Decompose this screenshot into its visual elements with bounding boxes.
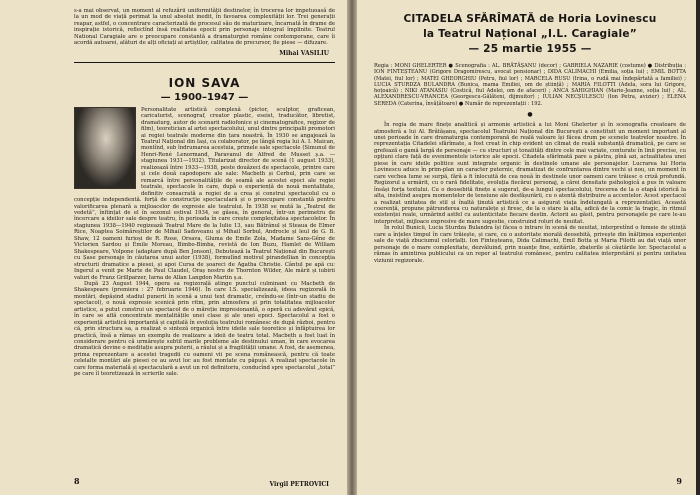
- separator: ●: [527, 111, 533, 119]
- title-line-3: — 25 martie 1955 —: [468, 43, 592, 55]
- book-gutter: [347, 0, 357, 495]
- intro-paragraph: s-a mai observat, un moment al refuzării uniformității destinelor, în trocerea lor impetuoasă de la un mod de viață perimat la unul absolut inedit, în favoarea complexității lor. Trei generații reapar, astfel, o concentrare caracterizată de procesul său de maturizare, încarnată în drame de inspirație istorică, reflectînd însă realitatea epocii prin personaje integral împlinite. Teatrul National Caragiale are o preocupare constantă a dramaturgiei române contemporane, care îi acordă autoarei, alături de alți oficiați ai artiștilor, calitatea de precursor, fie piese — difuzare.: [74, 8, 335, 47]
- bio-title: ION SAVA: [168, 75, 241, 90]
- portrait-photo: [74, 107, 136, 189]
- bio-paragraph-2: După 23 August 1944, opera sa regizorală atinge punctul culminant cu Macbeth de Shakespeare (premiera : 27 februarie 1946). În care I.S. specializează, ideea regizorală în montări, depășind stadiul punerii în scenă a unui text dramatic, creîndu-se (într-un stadiu de spectacol), o nouă expresie scenică prin ritm, prin atmosfera și prin totalitatea mijloacelor artistice, a putut construi un spectacol de o măreție impresionantă, o operă cu adevărat epică, în care se află concentrate mentalitățile unei clase și ale unei epoci. Spectacolul a fost o experiență artistică importantă și capitală în evoluția teatrului românesc de după război, pentru că, prin structura sa, a realizat o sinteză organică între ideile sale teoretice și înfăptuirea lor practică, însă a rămas un exemplu de realizare a ideii de teatru total. Macbeth a fost luat în considerare pentru că urmărește subtil marile probleme ale destinului uman, în care evocarea dramatică devine o meditație asupra puterii, a răului și a fragilității umane. A fost, de asemenea, prima reprezentare a acestei tragedii cu oameni vii pe scena românească, pentru că toate celelalte montări ale piesei ce au avut loc au fost montate cu păpuși. A realizat spectacole în care forma materială și spectaculară a avut un rol definitoriu, conducînd spre spectacolul „total” pe care îl teoretizează în scrierile sale.: [74, 280, 335, 378]
- divider: [74, 62, 335, 63]
- right-page: [357, 0, 696, 495]
- bio-dates: — 1900–1947 —: [160, 91, 249, 103]
- review-paragraph: În regia de mare finețe analitică și armonie artistică a lui Moni Ghelerter și în scenografia creatoare de atmosferă a lui Al. Brătășanu, spectacolul Teatrului Național din București a constituit un moment important al unei perioade în care dramaturgia contemporană de reală valoare își făcea drum pe scenele teatrelor noastre. În reprezentația Citadelei sfărîmate, a fost creat în chip evident un climat de reală substanță dramatică, pe care se grefează o gamă largă de personaje — cu structuri și tonalități dintre cele mai variate, conturate în linii precise, cu opțiuni clare față de evenimentele istorice ale epocii. Citadela sfărîmată pare a păstra, pînă azi, actualitatea unei piese în care ideile politice sunt integrate organic în destinele umane ale personajelor. Lucrarea lui Horia Lovinescu aduce în prim-plan un caracter puternic, dramatizat de confruntarea dintre vechi și nou, un moment în care vechea lume se surpă, fără a fi înlocuită de cea nouă în destinele unor oameni care trăiesc o criză profundă. Regizorul a urmărit, cu o rară fidelitate, evoluția fiecărui personaj, a cărei densitate psihologică a pus în valoare însăși forța textului. Cu o deosebită finețe a sugerat, de-a lungul spectacolului, trecerea de la o etapă istorică la alta, insistînd asupra momentelor de tensiune ale desfășurării, cu o atentă distribuire a accentelor. Acest spectacol a realizat unitatea de stil și înaltă ținută artistică ce a asigurat viața îndelungată a reprezentației. Această coerență, propune pătrunderea cu naturalețe și firesc, de la o stare la alta, adică de la comic la tragic, în ritmul existenței reale, urmărind astfel cu autenticitate fiecare destin. Actorii au găsit, pentru personajele pe care le-au interpretat, mijloace expresive de mare sugestie, construind roluri de neuitat.: [374, 122, 686, 225]
- bio-paragraph: Personalitate artistică complexă (pictor, sculptor, graficean, caricaturist, scenograf, creator plastic, eseist, traducător, libretist, dramaturg, autor de scenarii radiofonice și cinematografice, regizor de film), teoretician al artei spectacolului, unul dintre principalii promotori ai regiei teatrale moderne din țara noastră. În 1930 se angajează la Teatrul Național din Iași, ca colaborator, pe lângă regia lui A. I. Maican, montînd, sub îndrumarea acestuia, primele sale spectacole (Simunul de Henri-René Lenormand, Paravanul de Alfred de Musset ș.a. — stagiunea 1931—1932). Titularizat director de scenă (1 august 1933), realizează între 1933—1938, peste douăzeci de spectacole, printre care și cele două capodopere ale sale: Macbeth și Cerbul, prin care se remarcă între personalitățile de seamă ale acestei epoci ale regiei teatrale, spectacole în care, după o experiență de nouă mentalitate, definitiv consacrată a regiei de a crea și construi spectacolul cu o concepție independentă. forță de construcție spectaculară și o preocupare constantă pentru valorificarea plenară a mijloacelor de expresie ale teatrului. În 1938 se mută la „Teatrul de vedetă”, înființat de el în sezonul estival 1934, se găsea, în general, într-un perimetru de încercare a ideilor sale despre teatru, în perioada în care crește complexitatea spectacolelor. În stagiunea 1938—1940 regizează Teatrul Mare de la Iulie 13, sau Bătrânul și Steaua de Elmer Rice, Noaptea Soimăreștilor de Mihail Sadoveanu și Mihail Sorbul, Androcle și leul de G. B. Shaw, 12 oameni furioși de R. Rose, Orsava, Gluma de Emile Zola, Madame Sans-Gêne de Victorien Sardou și Émile Moreau, Bimbo-Bimba, revistă de Ion Buzu, Hamlet de William Shakespeare, Volpone (adaptare după Ben Jonson), Debutează la Teatrul Național din București cu Șase personaje în căutarea unui autor (1938), formulînd motivul pirandellian în concepția structurii dramatice a piesei, și apoi Cursa de șoareci de Agatha Christie. Cântul pe apă cu: Ingerul a venit pe Marte de Paul Claudel, Oraș nostru de Thornton Wilder, Ale mării și iubirii valuri de Franz Grillparzer, Iarna de Allan Langdon Martin ș.a.: [74, 106, 335, 281]
- credits-block: Regia : MONI GHELERTER ● Scenografia : AL. BRĂTĂȘANU (decor) ; GABRIELA NAZARIE (costume) ● Distribuția : ION FINTEȘTEANU (Grigore Dragomirescu, avocat pensionar) ; DIDA CALIMACHI (Emilia, soția lui) ; EMIL BOTTA (Matei, fiul lor) ; MATEI GHEORGHIU (Petru, fiul lor) ; MARCELA RUSU (Irina, o rudă mai îndepărtată a familiei) ; LUCIA STURDZA BULANDRA (Bunica, mama Emiliei, om de știință) ; MARIA FILOTTI (Adela, sora lui Grigore, hoțoaică) ; NIKI ATANASIU (Costică, fiul Adelei, om de afaceri) ; ANCA SAHIGHIAN (Marie-Jeanne, soția lui) ; AL. ALEXANDRESCU-VRANCEA (Georgescu-Gălăteni, dijmuitor) ; IULIAN NECȘULESCU (Ion Petra, avizier) ; ELENA SEREDA (Caterina, învățătoare) ● Număr de reprezentații : 192.: [374, 63, 686, 107]
- bio-block: [74, 107, 335, 378]
- page-number-right: 9: [676, 476, 682, 486]
- title-line-2: la Teatrul Național „I.L. Caragiale”: [423, 28, 637, 40]
- bio-signature: Virgil PETROVICI: [269, 481, 329, 488]
- title-line-1: CITADELA SFĂRÎMATĂ de Horia Lovinescu: [403, 13, 657, 25]
- page-number-left: 8: [74, 476, 80, 486]
- article-title: [374, 12, 686, 57]
- left-page: [0, 0, 347, 495]
- book-edge: [696, 0, 700, 495]
- intro-signature: Mihai VASILIU: [279, 49, 329, 57]
- review-paragraph-2: În rolul Bunicii, Lucia Sturdza Bulandra își făcea o intrare în scenă de neuitat, interpretînd o femeie de știință care a înțeles timpul în care trăiește, și care, cu o autoritate morală deosebită, privește din înălțimea experienței sale de viață zbuciumul celorlalți. Ion Finteșteanu, Dida Calimachi, Emil Botta și Maria Filotti au dat viață unor personaje de o mare complexitate, dezvăluind, prin nuanțe fine, ezitările, zbaterile și căutările lor. Spectacolul a rămas în amintirea publicului ca un reper al teatrului românesc, pentru calitatea interpretării și pentru unitatea viziunii regizorale.: [374, 225, 686, 264]
